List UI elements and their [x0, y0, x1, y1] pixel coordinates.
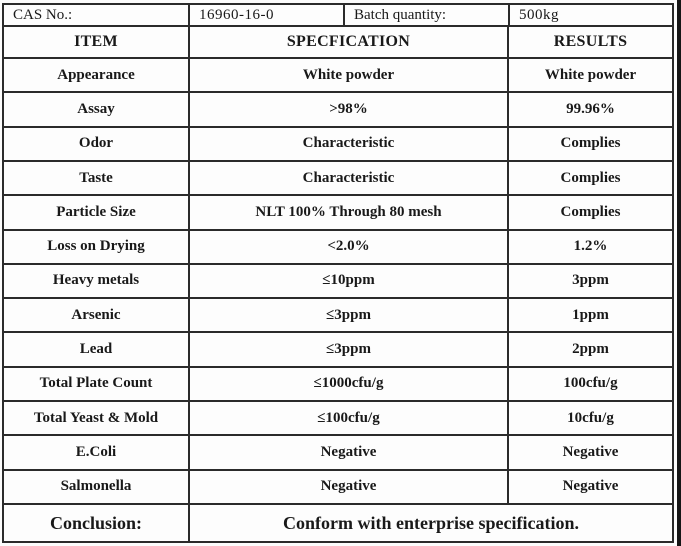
spec-cell: NLT 100% Through 80 mesh — [190, 196, 509, 228]
table-row-loss-on-drying — [4, 231, 672, 265]
table-row-arsenic — [4, 299, 672, 333]
scan-edge-artifact — [677, 0, 681, 546]
table-row-total-plate-count — [4, 368, 672, 402]
result-cell: Negative — [562, 444, 619, 461]
spec-cell: <2.0% — [190, 231, 509, 263]
spec-cell: Characteristic — [190, 162, 509, 194]
result-cell: White powder — [544, 66, 637, 83]
result-cell: Complies — [560, 169, 621, 186]
result-cell: 1ppm — [572, 306, 609, 323]
conclusion-value: Conform with enterprise specification. — [283, 512, 579, 533]
table-row-ecoli — [4, 436, 672, 470]
item-cell: Total Plate Count — [4, 368, 190, 400]
spec-cell: Negative — [190, 436, 509, 468]
result-cell: Negative — [562, 478, 619, 495]
spec-cell: Negative — [190, 471, 509, 503]
column-header-item: ITEM — [4, 27, 190, 57]
info-row — [4, 5, 672, 27]
coa-specification-table — [2, 3, 674, 543]
result-cell: 3ppm — [572, 272, 609, 289]
batch-quantity-label: Batch quantity: — [345, 5, 510, 25]
result-cell: 1.2% — [573, 238, 608, 255]
item-cell: Heavy metals — [4, 265, 190, 297]
spec-cell: White powder — [190, 59, 509, 91]
column-header-specification: SPECFICATION — [190, 27, 509, 57]
conclusion-row — [4, 505, 672, 541]
spec-cell: Characteristic — [190, 128, 509, 160]
item-cell: E.Coli — [4, 436, 190, 468]
item-cell: Loss on Drying — [4, 231, 190, 263]
column-header-results: RESULTS — [553, 33, 628, 50]
conclusion-label: Conclusion: — [4, 505, 190, 541]
result-cell: 2ppm — [572, 341, 609, 358]
table-row-odor — [4, 128, 672, 162]
result-cell: Complies — [560, 135, 621, 152]
table-row-taste — [4, 162, 672, 196]
spec-cell: ≤100cfu/g — [190, 402, 509, 434]
item-cell: Odor — [4, 128, 190, 160]
spec-cell: ≤1000cfu/g — [190, 368, 509, 400]
item-cell: Particle Size — [4, 196, 190, 228]
header-row — [4, 27, 672, 59]
table-row-appearance — [4, 59, 672, 93]
item-cell: Assay — [4, 93, 190, 125]
item-cell: Salmonella — [4, 471, 190, 503]
item-cell: Lead — [4, 333, 190, 365]
item-cell: Taste — [4, 162, 190, 194]
result-cell: Complies — [560, 203, 621, 220]
cas-number-value: 16960-16-0 — [190, 5, 345, 25]
result-cell: 99.96% — [566, 100, 615, 117]
table-row-total-yeast-mold — [4, 402, 672, 436]
spec-cell: ≤3ppm — [190, 333, 509, 365]
spec-cell: >98% — [190, 93, 509, 125]
item-cell: Appearance — [4, 59, 190, 91]
cas-number-label: CAS No.: — [4, 5, 190, 25]
result-cell: 100cfu/g — [563, 375, 618, 392]
batch-quantity-value: 500kg — [519, 6, 559, 23]
result-cell: 10cfu/g — [567, 409, 614, 426]
item-cell: Total Yeast & Mold — [4, 402, 190, 434]
item-cell: Arsenic — [4, 299, 190, 331]
spec-cell: ≤10ppm — [190, 265, 509, 297]
table-row-assay — [4, 93, 672, 127]
table-row-lead — [4, 333, 672, 367]
table-row-heavy-metals — [4, 265, 672, 299]
spec-cell: ≤3ppm — [190, 299, 509, 331]
table-row-particle-size — [4, 196, 672, 230]
table-row-salmonella — [4, 471, 672, 505]
